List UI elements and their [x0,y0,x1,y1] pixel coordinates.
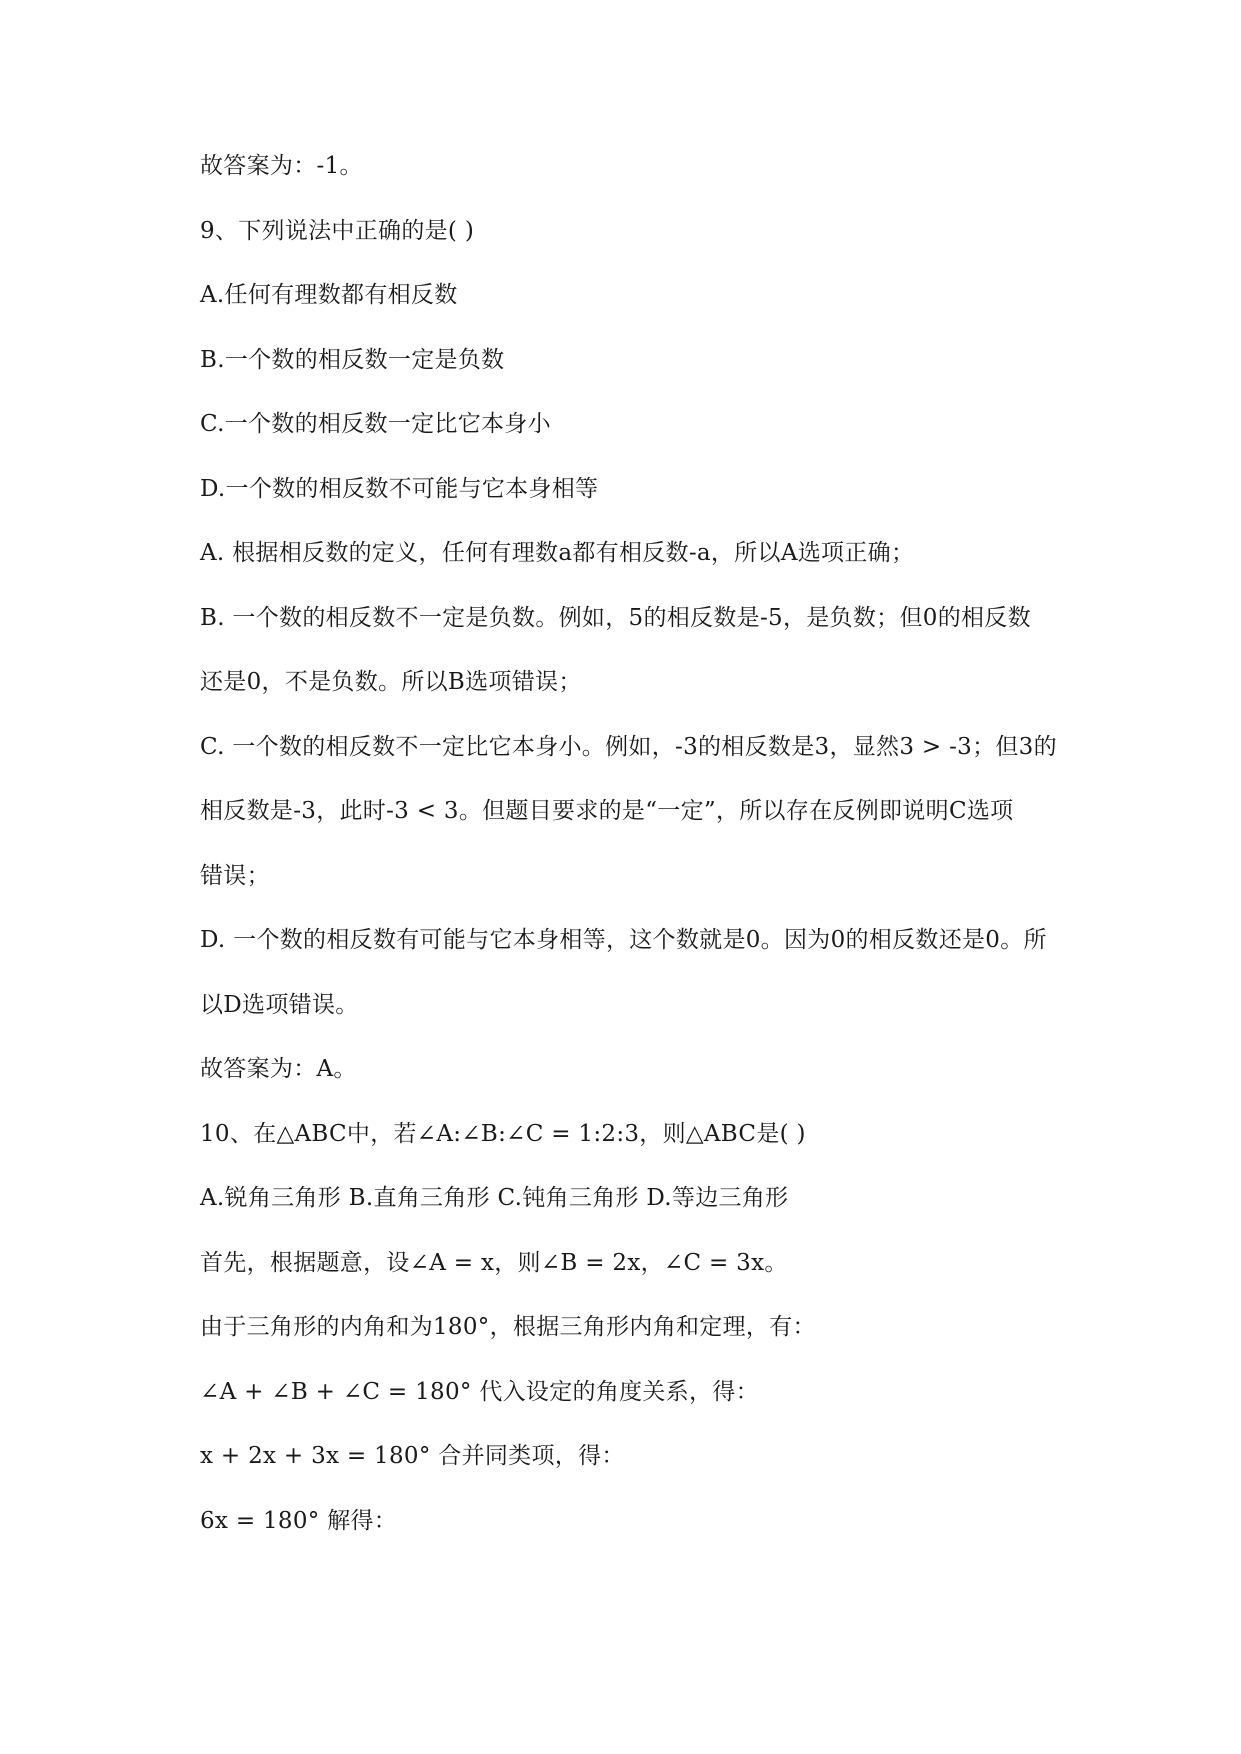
solution-line: 6x = 180° 解得： [200,1507,398,1534]
explanation-b-cont: 还是0，不是负数。所以B选项错误； [200,669,582,695]
answer-line: 故答案为：A。 [200,1056,357,1082]
explanation-b: B. 一个数的相反数不一定是负数。例如，5的相反数是-5，是负数；但0的相反数 [200,604,1031,631]
explanation-c: C. 一个数的相反数不一定比它本身小。例如，-3的相反数是3，显然3 > -3；但3的 [200,733,1057,760]
explanation-d-cont: 以D选项错误。 [200,991,359,1018]
option-a: A.任何有理数都有相反数 [200,282,458,308]
question-10-options: A.锐角三角形 B.直角三角形 C.钝角三角形 D.等边三角形 [200,1185,789,1211]
solution-line: ∠A + ∠B + ∠C = 180° 代入设定的角度关系，得： [200,1378,759,1405]
question-9: 9、下列说法中正确的是( ) [200,217,475,244]
explanation-a: A. 根据相反数的定义，任何有理数a都有相反数-a，所以A选项正确； [200,540,915,566]
explanation-c-cont: 相反数是-3，此时-3 < 3。但题目要求的是“一定”，所以存在反例即说明C选项 [200,798,1014,824]
option-c: C.一个数的相反数一定比它本身小 [200,411,551,437]
answer-line: 故答案为：-1。 [200,153,363,179]
document-body [200,146,1100,1565]
solution-line: 首先，根据题意，设∠A = x，则∠B = 2x，∠C = 3x。 [200,1249,788,1276]
question-10: 10、在△ABC中，若∠A:∠B:∠C = 1:2:3，则△ABC是( ) [200,1120,806,1147]
option-b: B.一个数的相反数一定是负数 [200,346,505,373]
solution-line: x + 2x + 3x = 180° 合并同类项，得： [200,1443,625,1469]
option-d: D.一个数的相反数不可能与它本身相等 [200,475,599,502]
explanation-d: D. 一个数的相反数有可能与它本身相等，这个数就是0。因为0的相反数还是0。所 [200,927,1047,953]
explanation-c-cont: 错误； [200,862,270,889]
solution-line: 由于三角形的内角和为180°，根据三角形内角和定理，有： [200,1314,816,1340]
